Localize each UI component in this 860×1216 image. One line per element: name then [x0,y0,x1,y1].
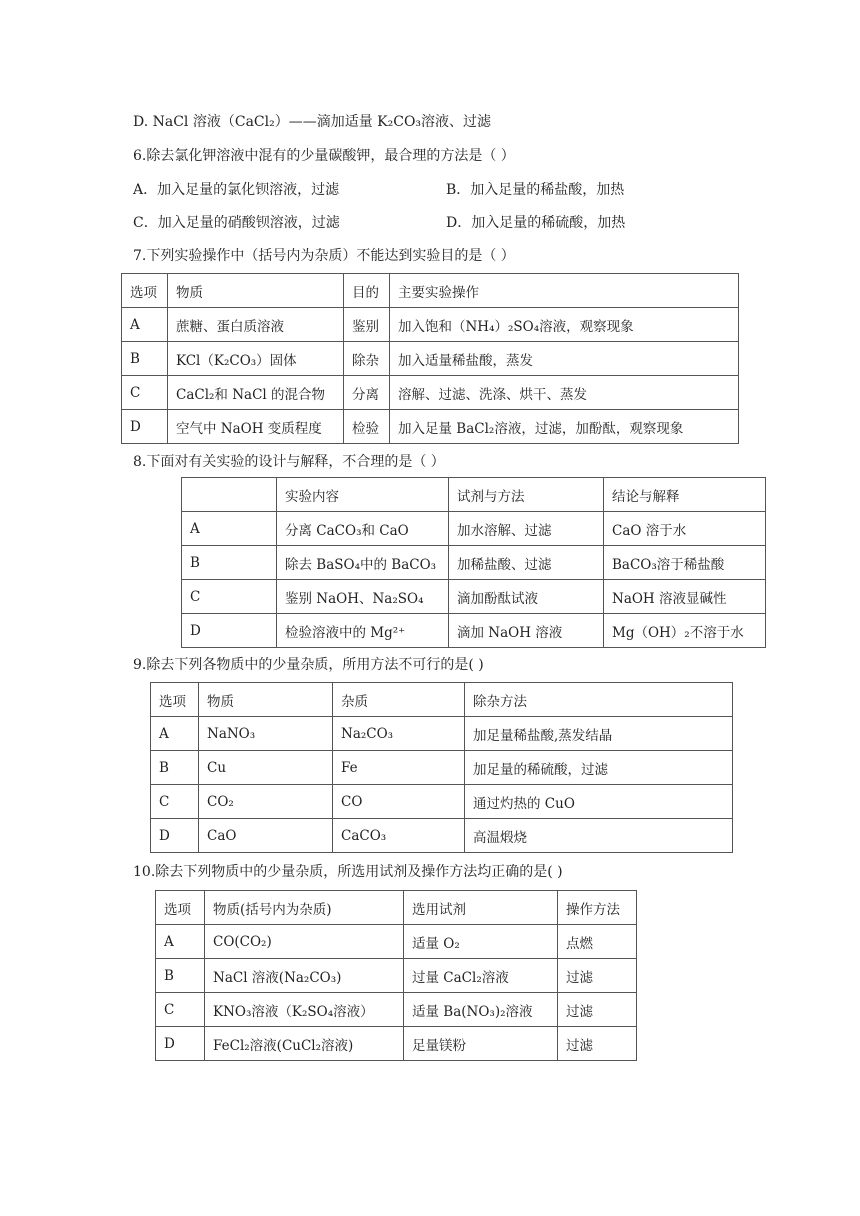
table-cell: CaO 溶于水 [604,512,766,546]
table-cell: B [151,751,199,785]
table-cell: D [151,819,199,853]
header-cell: 实验内容 [277,478,449,512]
table-row [156,1027,637,1061]
table-cell: NaNO₃ [199,717,333,751]
table-header-row [122,274,739,308]
table-cell: CaO [199,819,333,853]
q6-option-a: A．加入足量的氯化钡溶液，过滤 [133,182,340,198]
table-row [182,614,766,648]
header-cell [182,478,277,512]
table-cell: 过量 CaCl₂溶液 [404,959,558,993]
table-cell: C [182,580,277,614]
table-cell: Mg（OH）₂不溶于水 [604,614,766,648]
table-row [156,925,637,959]
table-cell: 高温煅烧 [465,819,733,853]
table-cell: A [151,717,199,751]
table-cell: 过滤 [558,993,637,1027]
table-cell: 检验 [344,410,390,444]
table-row [182,512,766,546]
q8-table [181,477,766,648]
table-cell: 适量 Ba(NO₃)₂溶液 [404,993,558,1027]
q6-stem: 6.除去氯化钾溶液中混有的少量碳酸钾，最合理的方法是（ ） [133,148,515,164]
table-row [151,819,733,853]
table-cell: 过滤 [558,1027,637,1061]
table-cell: CaCl₂和 NaCl 的混合物 [168,376,344,410]
table-cell: D [156,1027,205,1061]
table-row [122,376,739,410]
table-cell: D [122,410,168,444]
header-cell: 除杂方法 [465,683,733,717]
table-row [156,993,637,1027]
header-cell: 杂质 [333,683,465,717]
table-cell: 适量 O₂ [404,925,558,959]
table-cell: KNO₃溶液（K₂SO₄溶液） [205,993,404,1027]
header-cell: 选项 [122,274,168,308]
header-cell: 选用试剂 [404,891,558,925]
table-cell: CO(CO₂) [205,925,404,959]
table-cell: BaCO₃溶于稀盐酸 [604,546,766,580]
table-cell: Na₂CO₃ [333,717,465,751]
table-cell: 分离 CaCO₃和 CaO [277,512,449,546]
table-cell: B [122,342,168,376]
header-cell: 物质(括号内为杂质) [205,891,404,925]
header-cell: 试剂与方法 [449,478,604,512]
table-cell: CO₂ [199,785,333,819]
table-row [182,546,766,580]
table-header-row [156,891,637,925]
table-cell: D [182,614,277,648]
q9-stem: 9.除去下列各物质中的少量杂质，所用方法不可行的是( ) [133,657,484,673]
table-cell: C [151,785,199,819]
table-cell: 空气中 NaOH 变质程度 [168,410,344,444]
q8-stem: 8.下面对有关实验的设计与解释，不合理的是（ ） [133,454,445,470]
table-cell: CaCO₃ [333,819,465,853]
table-row [151,751,733,785]
q7-table [121,273,739,444]
table-row [151,785,733,819]
q6-option-d: D．加入足量的稀硫酸，加热 [446,215,626,231]
table-cell: 检验溶液中的 Mg²⁺ [277,614,449,648]
table-cell: Cu [199,751,333,785]
header-cell: 结论与解释 [604,478,766,512]
table-header-row [182,478,766,512]
table-cell: 加足量的稀硫酸，过滤 [465,751,733,785]
table-row [182,580,766,614]
table-cell: 溶解、过滤、洗涤、烘干、蒸发 [390,376,739,410]
table-cell: 滴加酚酞试液 [449,580,604,614]
table-cell: A [122,308,168,342]
table-row [122,410,739,444]
q6-option-c: C．加入足量的硝酸钡溶液，过滤 [133,215,340,231]
table-cell: 除杂 [344,342,390,376]
table-cell: NaCl 溶液(Na₂CO₃) [205,959,404,993]
table-cell: 加水溶解、过滤 [449,512,604,546]
table-cell: 蔗糖、蛋白质溶液 [168,308,344,342]
table-cell: 加入适量稀盐酸，蒸发 [390,342,739,376]
table-cell: B [182,546,277,580]
header-cell: 主要实验操作 [390,274,739,308]
table-cell: 足量镁粉 [404,1027,558,1061]
table-cell: C [122,376,168,410]
table-cell: 加稀盐酸、过滤 [449,546,604,580]
table-cell: 过滤 [558,959,637,993]
table-cell: C [156,993,205,1027]
table-cell: 分离 [344,376,390,410]
header-cell: 物质 [199,683,333,717]
header-cell: 操作方法 [558,891,637,925]
table-cell: 鉴别 NaOH、Na₂SO₄ [277,580,449,614]
table-cell: A [182,512,277,546]
table-cell: Fe [333,751,465,785]
table-cell: CO [333,785,465,819]
q7-stem: 7.下列实验操作中（括号内为杂质）不能达到实验目的是（ ） [133,248,515,264]
header-cell: 选项 [151,683,199,717]
table-cell: A [156,925,205,959]
q10-stem: 10.除去下列物质中的少量杂质，所选用试剂及操作方法均正确的是( ) [133,864,563,880]
table-row [151,717,733,751]
q5-option-d: D. NaCl 溶液（CaCl₂）——滴加适量 K₂CO₃溶液、过滤 [133,114,492,130]
table-cell: 点燃 [558,925,637,959]
table-cell: B [156,959,205,993]
q10-table [155,890,637,1061]
table-row [122,308,739,342]
table-cell: 滴加 NaOH 溶液 [449,614,604,648]
table-header-row [151,683,733,717]
table-cell: 加入饱和（NH₄）₂SO₄溶液，观察现象 [390,308,739,342]
header-cell: 物质 [168,274,344,308]
table-cell: 加足量稀盐酸,蒸发结晶 [465,717,733,751]
table-cell: 鉴别 [344,308,390,342]
table-cell: 加入足量 BaCl₂溶液，过滤，加酚酞，观察现象 [390,410,739,444]
table-cell: FeCl₂溶液(CuCl₂溶液) [205,1027,404,1061]
table-cell: NaOH 溶液显碱性 [604,580,766,614]
q9-table [150,682,733,853]
table-cell: 除去 BaSO₄中的 BaCO₃ [277,546,449,580]
table-row [122,342,739,376]
table-row [156,959,637,993]
q6-option-b: B．加入足量的稀盐酸，加热 [446,182,625,198]
table-cell: KCl（K₂CO₃）固体 [168,342,344,376]
header-cell: 选项 [156,891,205,925]
table-cell: 通过灼热的 CuO [465,785,733,819]
header-cell: 目的 [344,274,390,308]
